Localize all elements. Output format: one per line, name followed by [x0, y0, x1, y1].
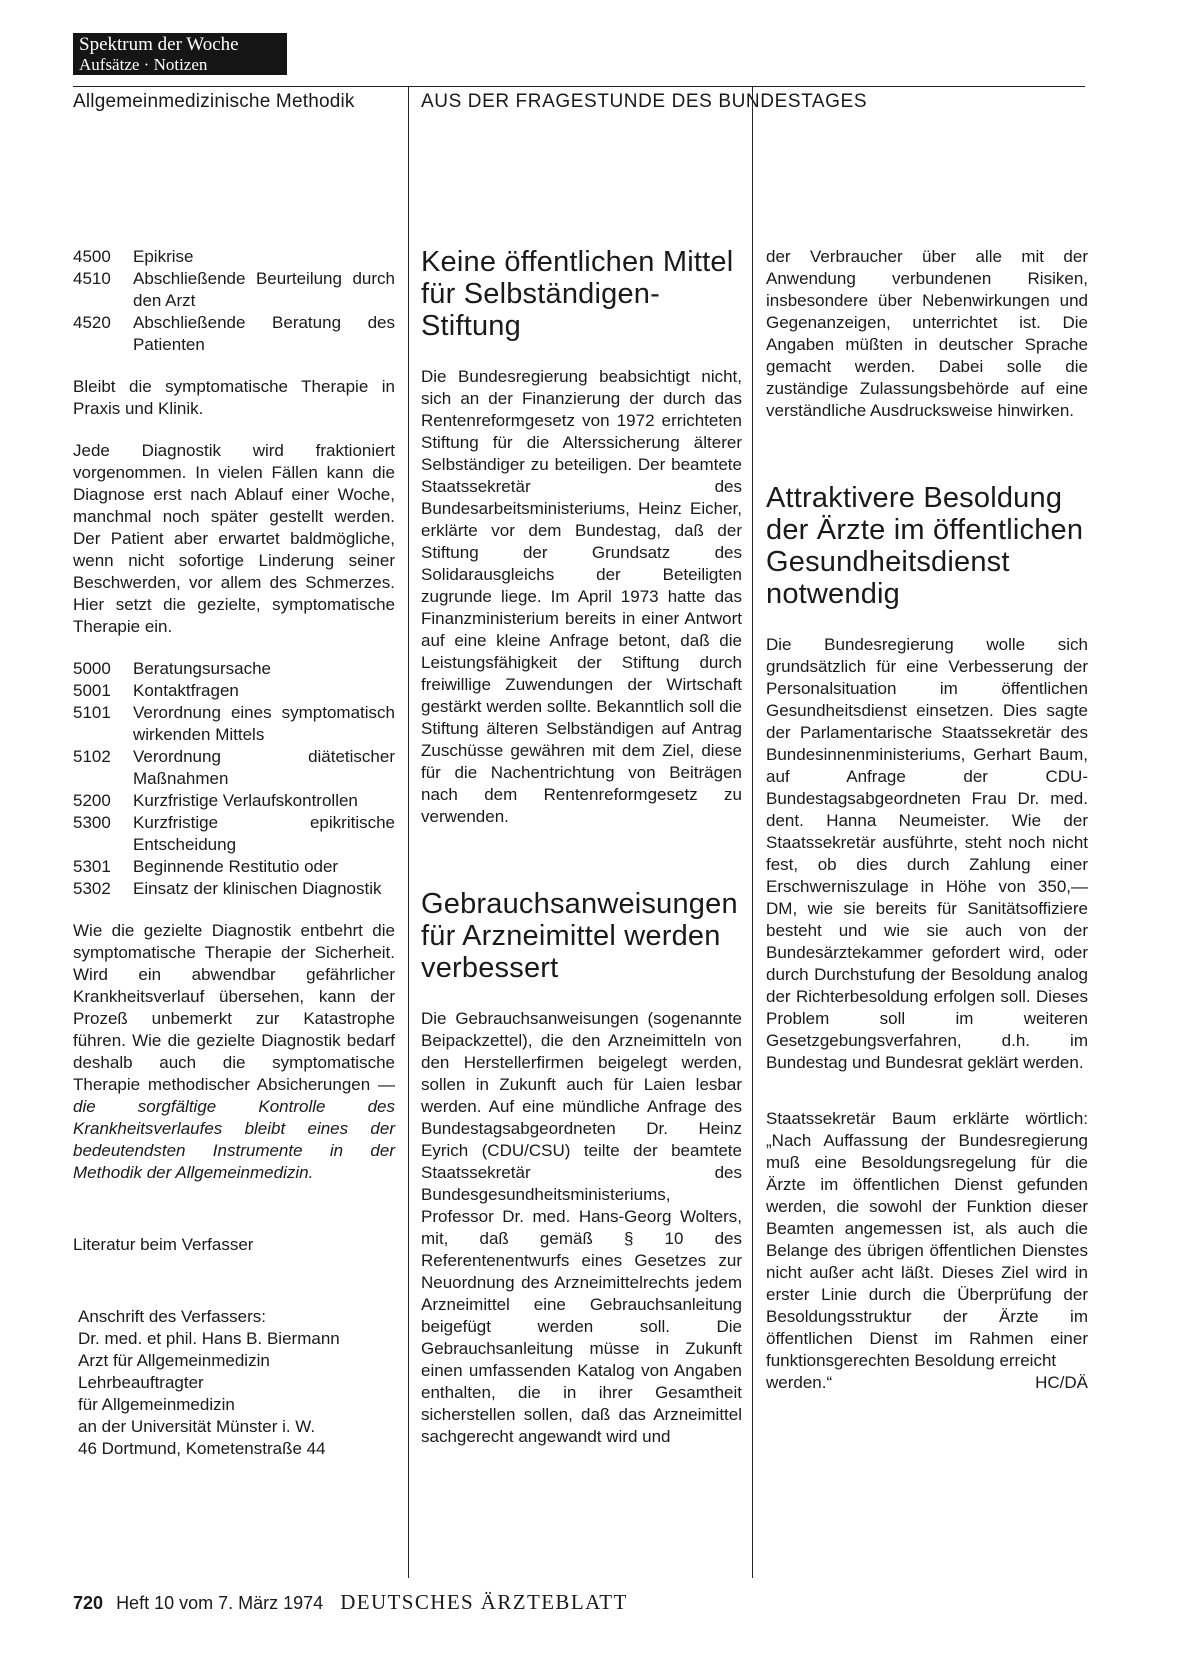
code-row	[73, 268, 395, 312]
address-line: an der Universität Münster i. W.	[78, 1417, 316, 1436]
article-body: Staatssekretär Baum erklärte wörtlich: „Nach Auffassung der Bundesregierung muß eine Besoldungsregelung für die Ärzte im öffentlichen Dienst gefunden werden, die sowohl der Funktion dieser Beamten angemessen ist, als auch die Belange des übrigen öffentlichen Dienstes nicht außer acht läßt. Dieses Ziel wird in erster Linie durch die Überprüfung der Besoldungsstruktur der Ärzte im öffentlichen Dienst im Rahmen einer funktionsgerechten Besoldung erreicht	[766, 1109, 1088, 1370]
article-body-continuation: der Verbraucher über alle mit der Anwendung verbundenen Risiken, insbesondere über Nebenwirkungen und Gegenanzeigen, unterrichtet ist. Die Angaben müßten in deutscher Sprache gemacht werden. Dabei solle die zuständige Zulassungsbehörde auf eine verständliche Ausdrucksweise hinwirken.	[766, 247, 1088, 420]
article-title: Gebrauchsanweisungen für Arzneimittel werden verbessert	[421, 888, 738, 984]
code-number: 4520	[73, 313, 111, 332]
article-title: Keine öffentlichen Mittel für Selbständigen-Stiftung	[421, 246, 734, 342]
code-text: Kurzfristige epikritische Entscheidung	[133, 813, 395, 854]
paragraph: Jede Diagnostik wird fraktioniert vorgenommen. In vielen Fällen kann die Diagnose erst nach Ablauf einer Woche, manchmal noch später gestellt werden. Der Patient aber erwartet baldmögliche, wenn nicht sofortige Linderung seiner Beschwerden, vor allem des Schmerzes. Hier setzt die gezielte, symptomatische Therapie ein.	[73, 441, 395, 636]
code-text: Abschließende Beratung des Patienten	[133, 313, 395, 354]
header-rule	[73, 86, 1085, 87]
code-text: Kontaktfragen	[133, 681, 239, 700]
code-row	[73, 246, 395, 268]
code-text: Kurzfristige Verlaufskontrollen	[133, 791, 358, 810]
left-column	[73, 246, 395, 1460]
code-text: Verordnung eines symptomatisch wirkenden Mittels	[133, 703, 395, 744]
closing-line	[766, 1372, 1088, 1394]
code-number: 5000	[73, 659, 111, 678]
code-number: 5101	[73, 703, 111, 722]
paragraph: Bleibt die symptomatische Therapie in Praxis und Klinik.	[73, 377, 395, 418]
page-footer	[73, 1590, 628, 1615]
address-line: für Allgemeinmedizin	[78, 1395, 235, 1414]
code-list-b	[73, 658, 395, 900]
code-text: Beratungsursache	[133, 659, 271, 678]
code-row	[73, 856, 395, 878]
code-text: Epikrise	[133, 247, 194, 266]
code-list-a	[73, 246, 395, 356]
column-divider-left	[408, 86, 409, 1578]
column-divider-right	[752, 86, 753, 1578]
badge-line-1: Spektrum der Woche	[79, 34, 239, 55]
code-number: 5302	[73, 879, 111, 898]
author-address	[73, 1306, 395, 1460]
section-badge	[73, 33, 287, 75]
address-line: Arzt für Allgemeinmedizin	[78, 1351, 270, 1370]
code-number: 5001	[73, 681, 111, 700]
code-row	[73, 746, 395, 790]
code-text: Verordnung diätetischer Maßnahmen	[133, 747, 395, 788]
code-number: 5300	[73, 813, 111, 832]
address-line: 46 Dortmund, Kometenstraße 44	[78, 1439, 326, 1458]
right-column	[766, 246, 1088, 1394]
article-title: Attraktivere Besoldung der Ärzte im öffentlichen Gesundheitsdienst notwendig	[766, 482, 1084, 610]
article-body: Die Gebrauchsanweisungen (sogenannte Beipackzettel), die den Arzneimitteln von den Herstellerfirmen beigelegt werden, sollen in Zukunft auch für Laien lesbar werden. Auf eine mündliche Anfrage des Bundestagsabgeordneten Dr. Heinz Eyrich (CDU/CSU) teilte der beamtete Staatssekretär des Bundesgesundheitsministeriums, Professor Dr. med. Hans-Georg Wolters, mit, daß gemäß § 10 des Referentenentwurfs eines Gesetzes zur Neuordnung des Arzneimittelrechts jedem Arzneimittel eine Gebrauchsanleitung beigefügt werden soll. Die Gebrauchsanleitung müsse in Zukunft einen umfassenden Katalog von Angaben enthalten, die in ihrer Gesamtheit sicherstellen sollen, daß das Arzneimittel sachgerecht angewandt wird und	[421, 1009, 742, 1446]
middle-column	[421, 246, 742, 1448]
address-line: Dr. med. et phil. Hans B. Biermann	[78, 1329, 340, 1348]
literature-note: Literatur beim Verfasser	[73, 1235, 254, 1254]
code-row	[73, 812, 395, 856]
closing-text: werden.“	[766, 1373, 833, 1392]
address-line: Anschrift des Verfassers:	[78, 1307, 267, 1326]
code-number: 4500	[73, 247, 111, 266]
badge-line-2: Aufsätze · Notizen	[79, 55, 208, 74]
code-number: 5301	[73, 857, 111, 876]
code-number: 5102	[73, 747, 111, 766]
code-text: Einsatz der klinischen Diagnostik	[133, 879, 382, 898]
journal-name: DEUTSCHES ÄRZTEBLATT	[340, 1590, 628, 1614]
code-text: Beginnende Restitutio oder	[133, 857, 339, 876]
author-signature: HC/DÄ	[1035, 1373, 1088, 1392]
paragraph-emphasis	[73, 920, 395, 1184]
code-text: Abschließende Beurteilung durch den Arzt	[133, 269, 395, 310]
code-row	[73, 878, 395, 900]
article-body: Die Bundesregierung wolle sich grundsätzlich für eine Verbesserung der Personalsituation im öffentlichen Gesundheitsdienst einsetzen. Dies sagte der Parlamentarische Staatssekretär des Bundesinnenministeriums, Gerhart Baum, auf Anfrage der CDU-Bundestagsabgeordneten Frau Dr. med. dent. Hanna Neumeister. Wie der Staatssekretär ausführte, steht noch nicht fest, ob dies durch Zahlung einer Erschwerniszulage in Höhe von 350,— DM, wie sie bereits für Sanitätsoffiziere besteht und wie sie auch von der Bundesärztekammer gefordert wird, oder durch Durchstufung der Besoldung analog der Richterbesoldung erfolgen soll. Dieses Problem soll im weiteren Gesetzgebungsverfahren, d.h. im Bundestag und Bundesrat geklärt werden.	[766, 635, 1088, 1072]
code-number: 4510	[73, 269, 111, 288]
article-body: Die Bundesregierung beabsichtigt nicht, sich an der Finanzierung der durch das Rentenreformgesetz von 1972 errichteten Stiftung für die Alterssicherung älterer Selbständiger zu beteiligen. Der beamtete Staatssekretär des Bundesarbeitsministeriums, Heinz Eicher, erklärte vor dem Bundestag, daß der Stiftung der Grundsatz des Solidarausgleichs der Beteiligten zugrunde liege. Im April 1973 hatte das Finanzministerium bereits in einer Antwort auf eine kleine Anfrage betont, daß die Leistungsfähigkeit der Stiftung durch freiwillige Zuwendungen der Wirtschaft gestärkt werden sollte. Bekanntlich soll die Stiftung älteren Selbständigen auf Antrag Zuschüsse gewähren mit dem Ziel, diese für die Nachentrichtung von Beiträgen nach dem Rentenreformgesetz zu verwenden.	[421, 367, 742, 826]
section-heading-right: AUS DER FRAGESTUNDE DES BUNDESTAGES	[421, 91, 868, 112]
code-row	[73, 790, 395, 812]
code-row	[73, 658, 395, 680]
page-number: 720	[73, 1593, 104, 1613]
code-number: 5200	[73, 791, 111, 810]
code-row	[73, 702, 395, 746]
issue-info: Heft 10 vom 7. März 1974	[116, 1593, 324, 1613]
section-heading-left: Allgemeinmedizinische Methodik	[73, 91, 355, 112]
paragraph-plain-part: Wie die gezielte Diagnostik entbehrt die symptomatische Therapie der Sicherheit. Wird ein abwendbar gefährlicher Krankheitsverlauf übersehen, kann der Prozeß unbemerkt zur Katastrophe führen. Wie die gezielte Diagnostik bedarf deshalb auch die symptomatische Therapie methodischer Absicherungen —	[73, 921, 395, 1094]
paragraph-italic-part: die sorgfältige Kontrolle des Krankheitsverlaufes bleibt eines der bedeutendsten Instrumente in der Methodik der Allgemeinmedizin.	[73, 1097, 395, 1182]
address-line: Lehrbeauftragter	[78, 1373, 204, 1392]
code-row	[73, 680, 395, 702]
code-row	[73, 312, 395, 356]
